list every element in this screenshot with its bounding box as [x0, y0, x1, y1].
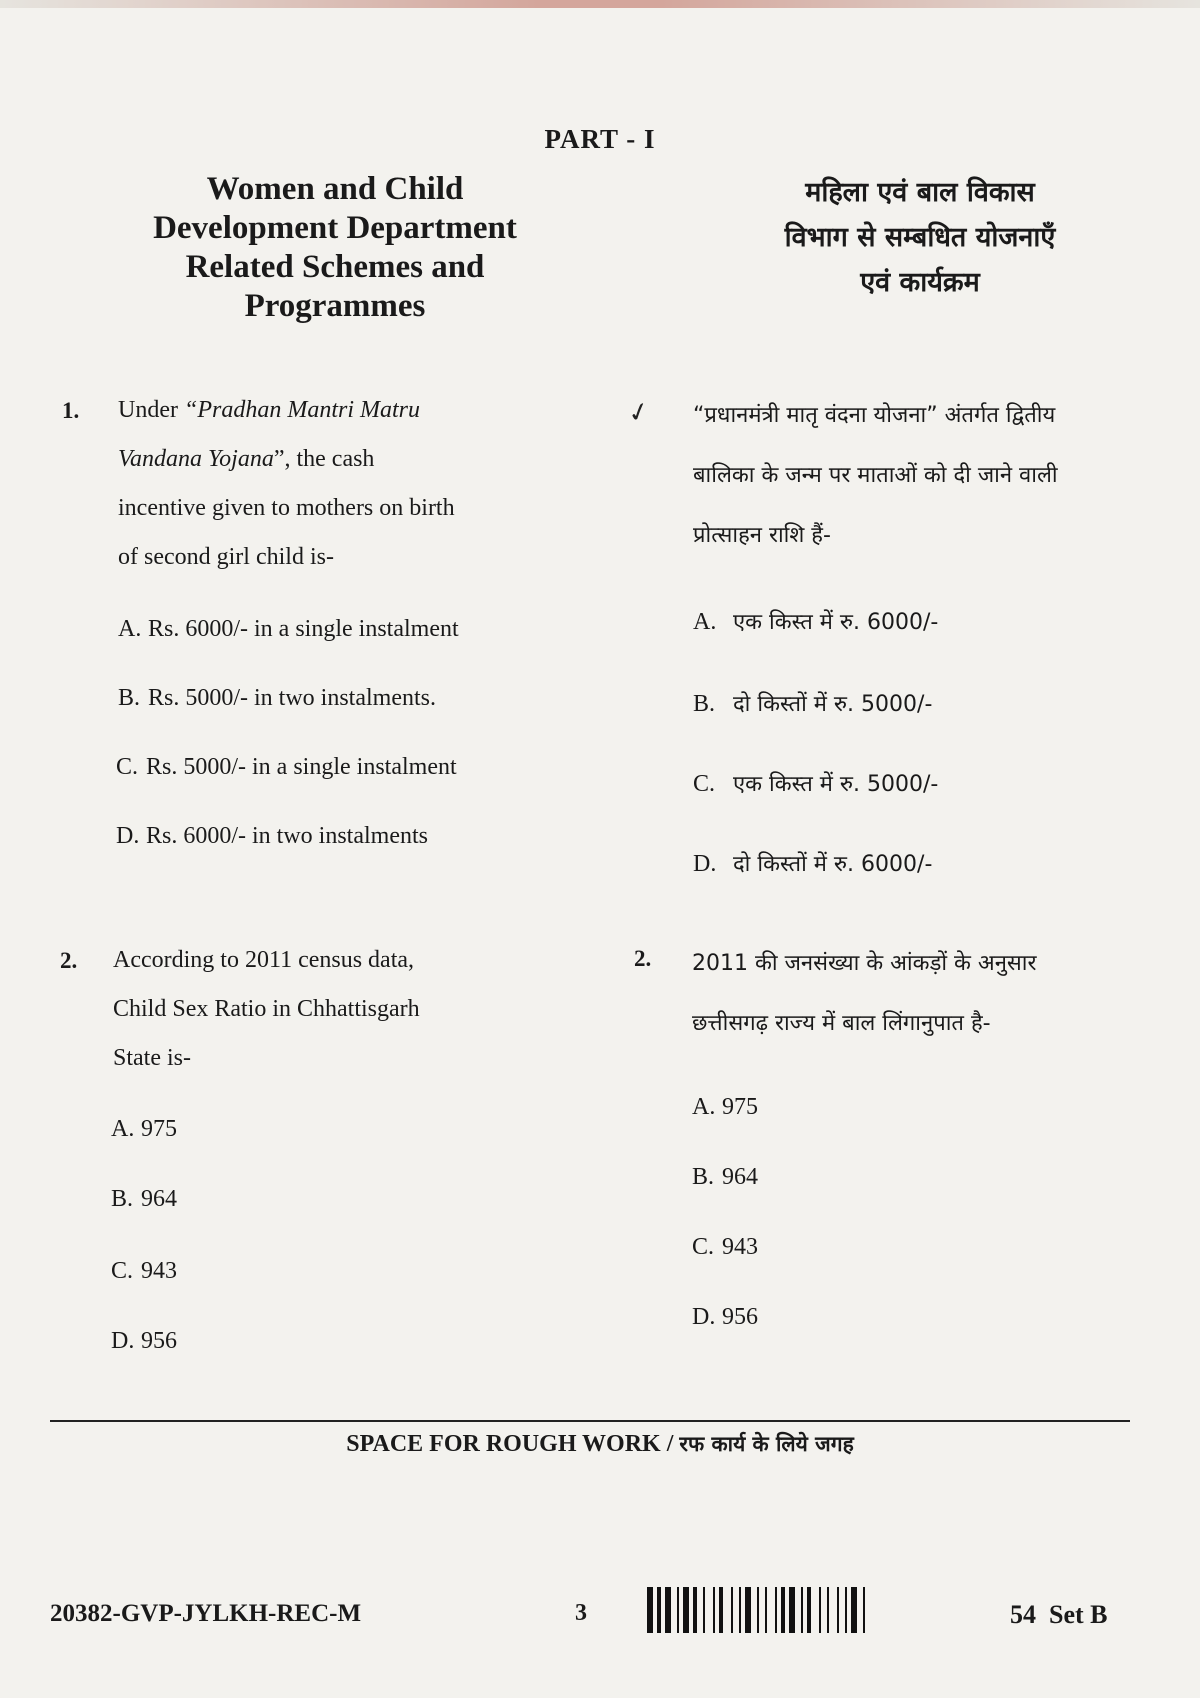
option-c[interactable] — [693, 768, 938, 798]
option-text: Rs. 6000/- in a single instalment — [148, 616, 459, 642]
question-text — [692, 934, 1142, 1054]
page-edge-strip — [0, 0, 1200, 8]
barcode-bar — [693, 1587, 697, 1633]
option-label: D. — [111, 1328, 135, 1354]
option-text: 964 — [141, 1186, 177, 1212]
question-line — [118, 386, 588, 435]
option-label: B. — [692, 1164, 715, 1190]
barcode-bar — [665, 1587, 671, 1633]
barcode-bar — [765, 1587, 767, 1633]
barcode-bar — [863, 1587, 865, 1633]
barcode-bar — [851, 1587, 857, 1633]
question-number: 1. — [62, 398, 80, 423]
scheme-name: Vandana Yojana — [118, 446, 274, 472]
option-label: C. — [693, 771, 716, 797]
question-line: incentive given to mothers on birth — [118, 495, 455, 521]
heading-hi-line: विभाग से सम्बधित योजनाएँ — [784, 222, 1056, 253]
option-label: B. — [111, 1186, 134, 1212]
option-a[interactable] — [111, 1116, 177, 1143]
set-label: Set B — [1049, 1600, 1108, 1629]
option-text: 956 — [722, 1304, 758, 1330]
text-run: ”, the cash — [273, 446, 375, 472]
option-a[interactable] — [693, 606, 938, 636]
option-text: दो किस्तों में रु. 5000/- — [733, 692, 933, 717]
handwritten-tick-icon: ✓ — [624, 395, 654, 431]
option-text: Rs. 5000/- in two instalments. — [148, 685, 436, 711]
option-c[interactable] — [692, 1234, 758, 1261]
heading-hi-line: महिला एवं बाल विकास — [805, 177, 1035, 208]
question-line: “प्रधानमंत्री मातृ वंदना योजना” अंतर्गत द्वितीय — [693, 403, 1056, 428]
barcode-bar — [731, 1587, 733, 1633]
option-text: 943 — [141, 1258, 177, 1284]
barcode-bar — [837, 1587, 839, 1633]
option-label: D. — [116, 823, 140, 849]
rough-work-english: SPACE FOR ROUGH WORK / — [346, 1431, 680, 1457]
barcode-bar — [819, 1587, 821, 1633]
barcode-bar — [845, 1587, 847, 1633]
option-text: एक किस्त में रु. 6000/- — [733, 610, 939, 635]
option-label: D. — [692, 1304, 716, 1330]
question-number: 2. — [60, 948, 78, 973]
section-heading-hindi — [700, 170, 1140, 305]
option-d[interactable] — [116, 823, 428, 850]
option-label: A. — [118, 616, 142, 642]
rough-work-hindi: रफ कार्य के लिये जगह — [679, 1432, 854, 1456]
option-d[interactable] — [692, 1304, 758, 1331]
option-b[interactable] — [692, 1164, 758, 1191]
question-text — [118, 386, 588, 582]
option-label: C. — [116, 754, 139, 780]
option-d[interactable] — [111, 1328, 177, 1355]
option-label: A. — [693, 609, 717, 635]
barcode-bar — [719, 1587, 723, 1633]
barcode-bar — [801, 1587, 803, 1633]
heading-hi-line: एवं कार्यक्रम — [860, 267, 980, 298]
rough-work-divider — [50, 1420, 1130, 1422]
option-d[interactable] — [693, 848, 932, 878]
barcode-bar — [703, 1587, 705, 1633]
option-a[interactable] — [118, 616, 459, 643]
question-number: 2. — [634, 946, 652, 971]
barcode-bar — [683, 1587, 689, 1633]
option-b[interactable] — [111, 1186, 177, 1213]
option-a[interactable] — [692, 1094, 758, 1121]
rough-work-heading — [0, 1430, 1200, 1458]
question-text — [113, 936, 583, 1083]
heading-en-line: Programmes — [244, 288, 426, 324]
question-1-hindi — [690, 398, 1140, 878]
option-c[interactable] — [111, 1258, 177, 1285]
barcode-bar — [713, 1587, 715, 1633]
question-line: of second girl child is- — [118, 544, 334, 570]
option-label: D. — [693, 851, 717, 877]
booklet-code: 20382-GVP-JYLKH-REC-M — [50, 1600, 362, 1627]
question-line: State is- — [113, 1045, 191, 1071]
barcode-bar — [677, 1587, 679, 1633]
option-label: A. — [111, 1116, 135, 1142]
question-line: छत्तीसगढ़ राज्य में बाल लिंगानुपात है- — [692, 1011, 991, 1036]
question-2-hindi — [634, 946, 1144, 1346]
barcode-bar — [647, 1587, 653, 1633]
barcode-bar — [789, 1587, 795, 1633]
option-text: Rs. 5000/- in a single instalment — [146, 754, 457, 780]
question-line: प्रोत्साहन राशि हैं- — [693, 523, 831, 548]
option-text: 956 — [141, 1328, 177, 1354]
question-line — [118, 435, 588, 484]
option-label: B. — [693, 691, 716, 717]
option-label: C. — [111, 1258, 134, 1284]
question-line: According to 2011 census data, — [113, 947, 415, 973]
option-label: A. — [692, 1094, 716, 1120]
section-heading-english — [90, 170, 580, 326]
set-number: 54 — [1010, 1600, 1036, 1629]
option-text: 943 — [722, 1234, 758, 1260]
question-line: Child Sex Ratio in Chhattisgarh — [113, 996, 420, 1022]
question-text — [693, 386, 1143, 566]
scheme-name: “Pradhan Mantri Matru — [183, 397, 420, 423]
heading-en-line: Related Schemes and — [185, 249, 485, 285]
option-text: 975 — [141, 1116, 177, 1142]
part-title: PART - I — [544, 124, 656, 154]
question-line: बालिका के जन्म पर माताओं को दी जाने वाली — [693, 463, 1058, 488]
option-text: दो किस्तों में रु. 6000/- — [733, 852, 933, 877]
page-number: 3 — [575, 1600, 587, 1626]
barcode-bar — [739, 1587, 741, 1633]
option-text: 975 — [722, 1094, 758, 1120]
option-text: 964 — [722, 1164, 758, 1190]
barcode-bar — [781, 1587, 785, 1633]
barcode-icon — [645, 1585, 955, 1635]
option-label: C. — [692, 1234, 715, 1260]
barcode-bar — [807, 1587, 811, 1633]
heading-en-line: Development Department — [153, 210, 517, 246]
question-line: 2011 की जनसंख्या के आंकड़ों के अनुसार — [692, 951, 1037, 976]
barcode-bar — [775, 1587, 777, 1633]
option-b[interactable] — [118, 685, 436, 712]
option-text: Rs. 6000/- in two instalments — [146, 823, 428, 849]
barcode-bar — [757, 1587, 759, 1633]
barcode-bar — [827, 1587, 829, 1633]
option-text: एक किस्त में रु. 5000/- — [733, 772, 939, 797]
question-2-english — [60, 948, 580, 1368]
option-b[interactable] — [693, 688, 932, 718]
question-1-english — [62, 398, 582, 878]
text-run: Under — [118, 397, 184, 423]
barcode-bar — [657, 1587, 661, 1633]
barcode-bar — [745, 1587, 751, 1633]
heading-en-line: Women and Child — [206, 171, 464, 207]
option-label: B. — [118, 685, 141, 711]
option-c[interactable] — [116, 754, 457, 781]
set-indicator — [1010, 1600, 1108, 1630]
